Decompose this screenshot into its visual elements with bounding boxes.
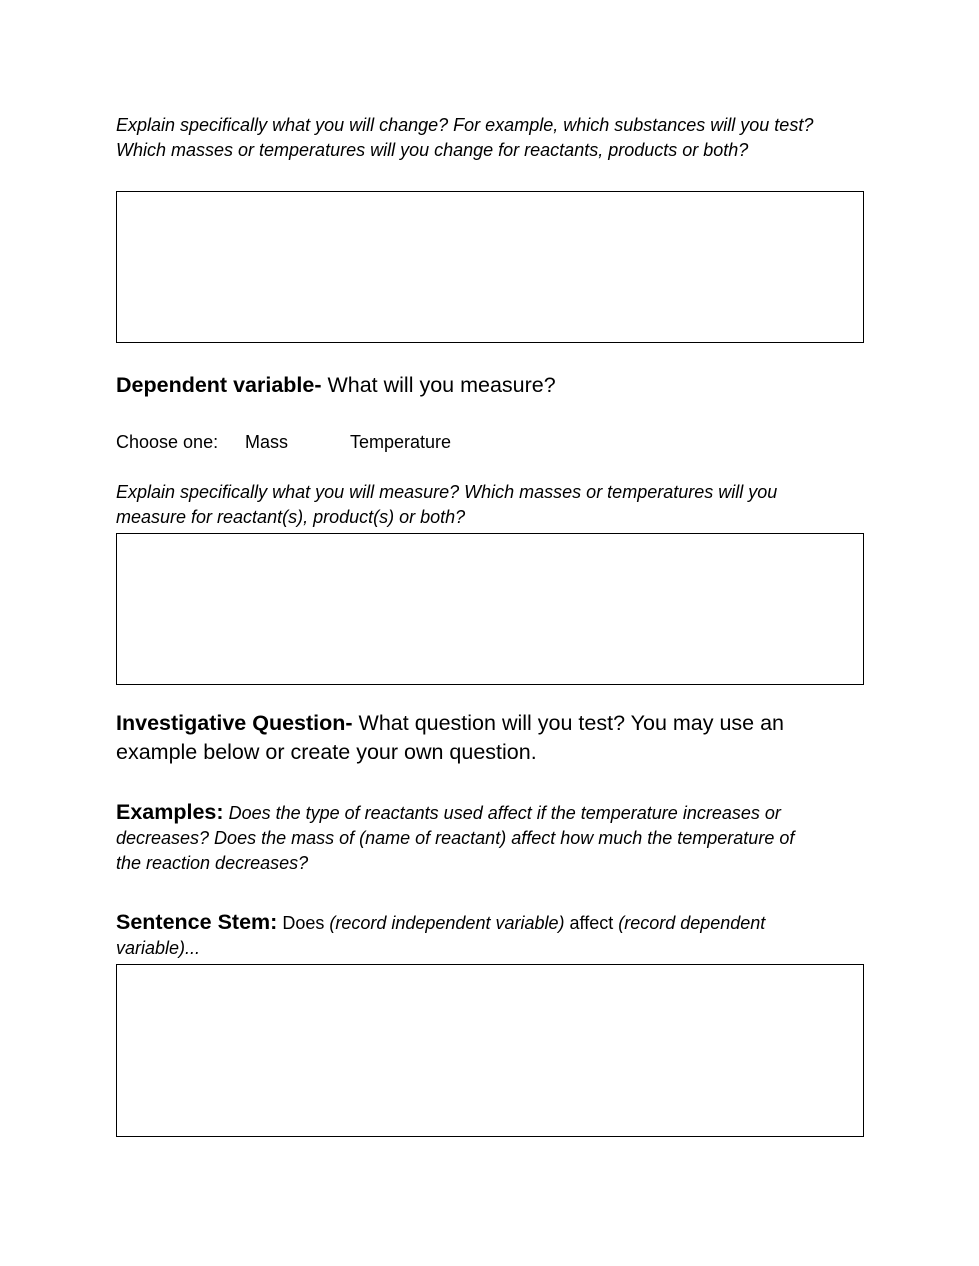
dependent-answer-box[interactable] xyxy=(116,533,864,685)
sentence-stem-affect: affect xyxy=(564,913,619,933)
examples-line1: Does the type of reactants used affect if the temperature increases or xyxy=(223,803,781,823)
dependent-explain-line1: Explain specifically what you will measure? Which masses or temperatures will you xyxy=(116,482,778,502)
examples-line3: the reaction decreases? xyxy=(116,853,309,873)
dependent-explain-prompt xyxy=(116,480,864,530)
sentence-stem-independent: (record independent variable) xyxy=(329,913,565,933)
examples-line2: decreases? Does the mass of (name of reactant) affect how much the temperature of xyxy=(116,828,795,848)
dependent-variable-heading xyxy=(116,371,864,400)
sentence-stem-does: Does xyxy=(277,913,330,933)
dependent-variable-question: What will you measure? xyxy=(321,373,556,397)
investigative-question-text: What question will you test? You may use an xyxy=(352,711,785,735)
sentence-stem-dependent: (record dependent xyxy=(618,913,766,933)
independent-answer-box[interactable] xyxy=(116,191,864,343)
dependent-variable-label: Dependent variable- xyxy=(116,373,322,397)
dependent-explain-line2: measure for reactant(s), product(s) or both? xyxy=(116,507,466,527)
option-mass[interactable]: Mass xyxy=(245,432,289,452)
investigative-question-heading xyxy=(116,709,864,767)
option-temperature[interactable]: Temperature xyxy=(350,432,452,452)
examples-label: Examples: xyxy=(116,800,224,824)
investigative-question-label: Investigative Question- xyxy=(116,711,353,735)
sentence-stem-line2: variable)... xyxy=(116,938,201,958)
examples-block xyxy=(116,800,864,876)
independent-explain-prompt xyxy=(116,113,864,163)
investigative-answer-box[interactable] xyxy=(116,964,864,1137)
sentence-stem-label: Sentence Stem: xyxy=(116,910,278,934)
choose-one-label: Choose one: xyxy=(116,432,219,452)
independent-explain-line1: Explain specifically what you will change? For example, which substances will you test? xyxy=(116,115,814,135)
investigative-question-line2: example below or create your own question. xyxy=(116,740,537,764)
independent-explain-line2: Which masses or temperatures will you change for reactants, products or both? xyxy=(116,140,749,160)
sentence-stem-block xyxy=(116,910,864,961)
